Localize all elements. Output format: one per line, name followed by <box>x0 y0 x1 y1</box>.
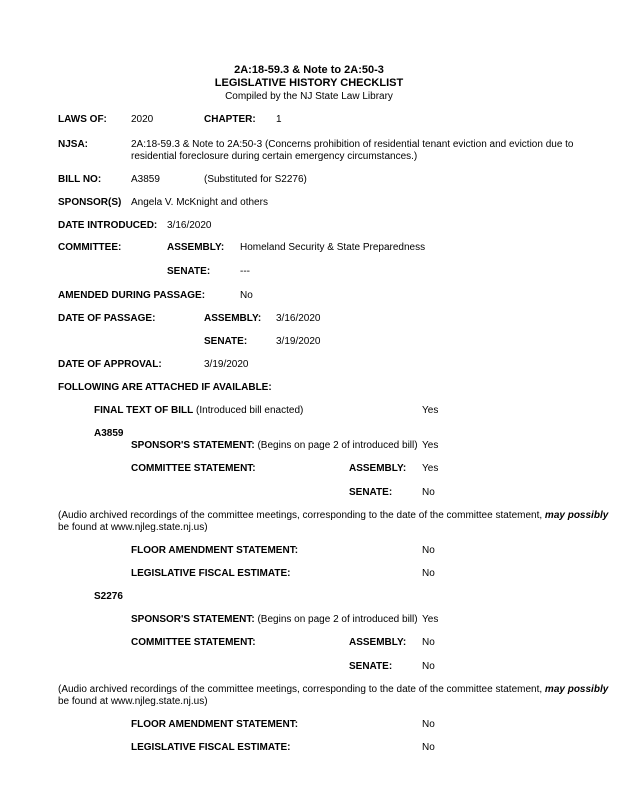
sponsors-label: SPONSOR(S) <box>58 197 122 208</box>
amended-value: No <box>240 290 253 301</box>
a3859-committee-senate-label: SENATE: <box>349 487 393 498</box>
laws-of-value: 2020 <box>131 114 154 125</box>
a3859-committee-senate-value: No <box>422 487 435 498</box>
amended-label: AMENDED DURING PASSAGE: <box>58 290 206 301</box>
date-introduced-value: 3/16/2020 <box>167 220 212 231</box>
a3859-floor-amendment-value: No <box>422 545 435 556</box>
a3859-committee-assembly-value: Yes <box>422 463 439 474</box>
njsa-label: NJSA: <box>58 139 89 150</box>
bill-no-label: BILL NO: <box>58 174 102 185</box>
committee-label: COMMITTEE: <box>58 242 122 253</box>
date-of-approval-value: 3/19/2020 <box>204 359 249 370</box>
s2276-audio-note-line1 <box>58 684 608 696</box>
a3859-audio-note-line2: be found at www.njleg.state.nj.us) <box>58 522 208 533</box>
doc-title-line1: 2A:18-59.3 & Note to 2A:50-3 <box>234 64 384 76</box>
final-text-value: Yes <box>422 405 439 416</box>
s2276-sponsor-statement-row <box>131 614 418 626</box>
passage-senate-label: SENATE: <box>204 336 248 347</box>
s2276-audio-note-line2: be found at www.njleg.state.nj.us) <box>58 696 208 707</box>
passage-senate-value: 3/19/2020 <box>276 336 321 347</box>
a3859-audio-note-line1 <box>58 510 608 522</box>
njsa-value-line1: 2A:18-59.3 & Note to 2A:50-3 (Concerns prohibition of residential tenant eviction and eviction due to <box>131 139 574 150</box>
a3859-committee-statement-label: COMMITTEE STATEMENT: <box>131 463 256 474</box>
a3859-floor-amendment-label: FLOOR AMENDMENT STATEMENT: <box>131 545 299 556</box>
sponsors-value: Angela V. McKnight and others <box>131 197 268 208</box>
final-text-note: (Introduced bill enacted) <box>196 405 304 416</box>
s2276-sponsor-statement-value: Yes <box>422 614 439 625</box>
s2276-sponsor-statement-note: (Begins on page 2 of introduced bill) <box>257 614 418 625</box>
a3859-committee-assembly-label: ASSEMBLY: <box>349 463 407 474</box>
bill-no-value: A3859 <box>131 174 160 185</box>
s2276-floor-amendment-value: No <box>422 719 435 730</box>
attached-heading: FOLLOWING ARE ATTACHED IF AVAILABLE: <box>58 382 272 393</box>
s2276-fiscal-estimate-value: No <box>422 742 435 753</box>
a3859-sponsor-statement-label: SPONSOR'S STATEMENT: <box>131 440 255 451</box>
a3859-sponsor-statement-note: (Begins on page 2 of introduced bill) <box>257 440 418 451</box>
date-of-passage-label: DATE OF PASSAGE: <box>58 313 156 324</box>
s2276-heading: S2276 <box>94 591 123 602</box>
a3859-fiscal-estimate-label: LEGISLATIVE FISCAL ESTIMATE: <box>131 568 291 579</box>
s2276-sponsor-statement-label: SPONSOR'S STATEMENT: <box>131 614 255 625</box>
final-text-label: FINAL TEXT OF BILL <box>94 405 194 416</box>
a3859-audio-note-text: (Audio archived recordings of the committee meetings, corresponding to the date of the committee statement, <box>58 510 545 521</box>
s2276-audio-note-text: (Audio archived recordings of the committee meetings, corresponding to the date of the committee statement, <box>58 684 545 695</box>
a3859-fiscal-estimate-value: No <box>422 568 435 579</box>
s2276-committee-assembly-label: ASSEMBLY: <box>349 637 407 648</box>
s2276-committee-statement-label: COMMITTEE STATEMENT: <box>131 637 256 648</box>
s2276-fiscal-estimate-label: LEGISLATIVE FISCAL ESTIMATE: <box>131 742 291 753</box>
committee-senate-label: SENATE: <box>167 266 211 277</box>
date-of-approval-label: DATE OF APPROVAL: <box>58 359 162 370</box>
a3859-heading: A3859 <box>94 428 124 439</box>
laws-of-label: LAWS OF: <box>58 114 107 125</box>
a3859-audio-note-emphasis: may possibly <box>544 510 609 521</box>
committee-senate-value: --- <box>240 266 250 277</box>
s2276-floor-amendment-label: FLOOR AMENDMENT STATEMENT: <box>131 719 299 730</box>
doc-title-line2: LEGISLATIVE HISTORY CHECKLIST <box>214 77 404 89</box>
final-text-row <box>94 405 303 417</box>
s2276-committee-assembly-value: No <box>422 637 435 648</box>
chapter-value: 1 <box>276 114 282 125</box>
doc-subtitle: Compiled by the NJ State Law Library <box>225 91 393 102</box>
njsa-value-line2: residential foreclosure during certain emergency circumstances.) <box>131 151 418 162</box>
s2276-audio-note-emphasis: may possibly <box>544 684 609 695</box>
a3859-sponsor-statement-value: Yes <box>422 440 439 451</box>
passage-assembly-label: ASSEMBLY: <box>204 313 262 324</box>
date-introduced-label: DATE INTRODUCED: <box>58 220 158 231</box>
bill-no-note: (Substituted for S2276) <box>204 174 307 185</box>
committee-assembly-label: ASSEMBLY: <box>167 242 225 253</box>
a3859-sponsor-statement-row <box>131 440 418 452</box>
passage-assembly-value: 3/16/2020 <box>276 313 321 324</box>
committee-assembly-value: Homeland Security & State Preparedness <box>240 242 426 253</box>
s2276-committee-senate-value: No <box>422 661 435 672</box>
s2276-committee-senate-label: SENATE: <box>349 661 393 672</box>
chapter-label: CHAPTER: <box>204 114 256 125</box>
